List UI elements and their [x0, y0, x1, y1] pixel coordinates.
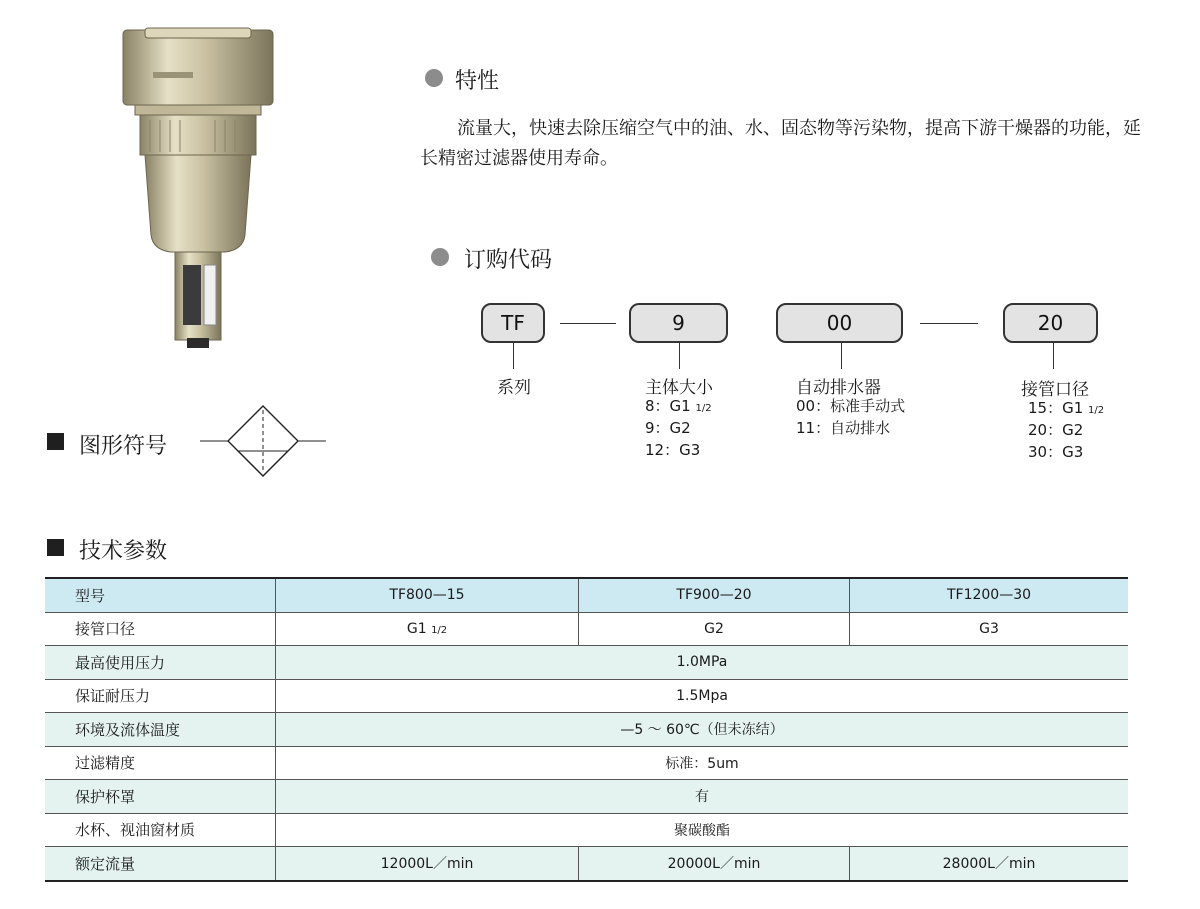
- table-cell: 聚碳酸酯: [276, 813, 1129, 847]
- connector-line: [560, 323, 616, 324]
- table-cell: TF800—15: [276, 578, 579, 612]
- bullet-square-icon: [47, 539, 64, 556]
- spec-table: [45, 577, 1128, 882]
- filter-symbol-icon: [200, 402, 326, 480]
- code-box-drain: 00: [776, 303, 903, 343]
- table-row: [45, 780, 1128, 814]
- drain-label: 自动排水器: [796, 378, 881, 398]
- row-label: 型号: [45, 578, 276, 612]
- pointer-line: [513, 343, 514, 369]
- bullet-square-icon: [47, 433, 64, 450]
- table-cell: 1.5Mpa: [276, 679, 1129, 713]
- symbol-title: 图形符号: [79, 434, 168, 459]
- row-label: 保证耐压力: [45, 679, 276, 713]
- row-label: 额定流量: [45, 847, 276, 881]
- table-row: [45, 679, 1128, 713]
- features-title: 特性: [455, 69, 500, 94]
- table-row: [45, 646, 1128, 680]
- bullet-dot-icon: [425, 69, 443, 87]
- size-option: 9：G2: [645, 419, 691, 437]
- table-row: [45, 746, 1128, 780]
- port-label: 接管口径: [1021, 380, 1089, 400]
- drain-option: 11：自动排水: [796, 419, 891, 437]
- code-box-series: TF: [481, 303, 545, 343]
- bullet-dot-icon: [431, 248, 449, 266]
- pointer-line: [1053, 343, 1054, 369]
- table-cell: —5 ～ 60℃（但未冻结）: [276, 713, 1129, 747]
- size-option: 12：G3: [645, 441, 701, 459]
- specs-title: 技术参数: [79, 539, 168, 564]
- row-label: 水杯、视油窗材质: [45, 813, 276, 847]
- port-option: 30：G3: [1028, 443, 1084, 461]
- pointer-line: [841, 343, 842, 369]
- row-label: 过滤精度: [45, 746, 276, 780]
- table-cell: 标准：5um: [276, 746, 1129, 780]
- port-option: 20：G2: [1028, 421, 1084, 439]
- table-cell: 20000L／min: [579, 847, 850, 881]
- table-cell: 有: [276, 780, 1129, 814]
- table-cell: 1.0MPa: [276, 646, 1129, 680]
- table-row: [45, 813, 1128, 847]
- table-row: [45, 713, 1128, 747]
- port-option: 15：G1 1/2: [1028, 399, 1105, 417]
- drain-option: 00：标准手动式: [796, 397, 906, 415]
- code-box-size: 9: [629, 303, 728, 343]
- size-option: 8：G1 1/2: [645, 397, 712, 415]
- features-description: 流量大，快速去除压缩空气中的油、水、固态物等污染物，提高下游干燥器的功能，延长精密过滤器使用寿命。: [420, 118, 1141, 169]
- table-cell: 28000L／min: [850, 847, 1129, 881]
- table-cell: TF900—20: [579, 578, 850, 612]
- table-cell: TF1200—30: [850, 578, 1129, 612]
- table-cell: 12000L／min: [276, 847, 579, 881]
- row-label: 环境及流体温度: [45, 713, 276, 747]
- table-cell: G1 1/2: [276, 612, 579, 646]
- row-label: 最高使用压力: [45, 646, 276, 680]
- code-box-port: 20: [1003, 303, 1098, 343]
- air-filter-product-image: [95, 20, 295, 360]
- row-label: 保护杯罩: [45, 780, 276, 814]
- series-label: 系列: [497, 378, 531, 398]
- size-label: 主体大小: [645, 378, 713, 398]
- order-code-title: 订购代码: [464, 248, 553, 273]
- table-cell: G3: [850, 612, 1129, 646]
- table-cell: G2: [579, 612, 850, 646]
- row-label: 接管口径: [45, 612, 276, 646]
- pointer-line: [679, 343, 680, 369]
- connector-line: [920, 323, 978, 324]
- table-row: [45, 612, 1128, 646]
- table-row: [45, 578, 1128, 612]
- table-row: [45, 847, 1128, 881]
